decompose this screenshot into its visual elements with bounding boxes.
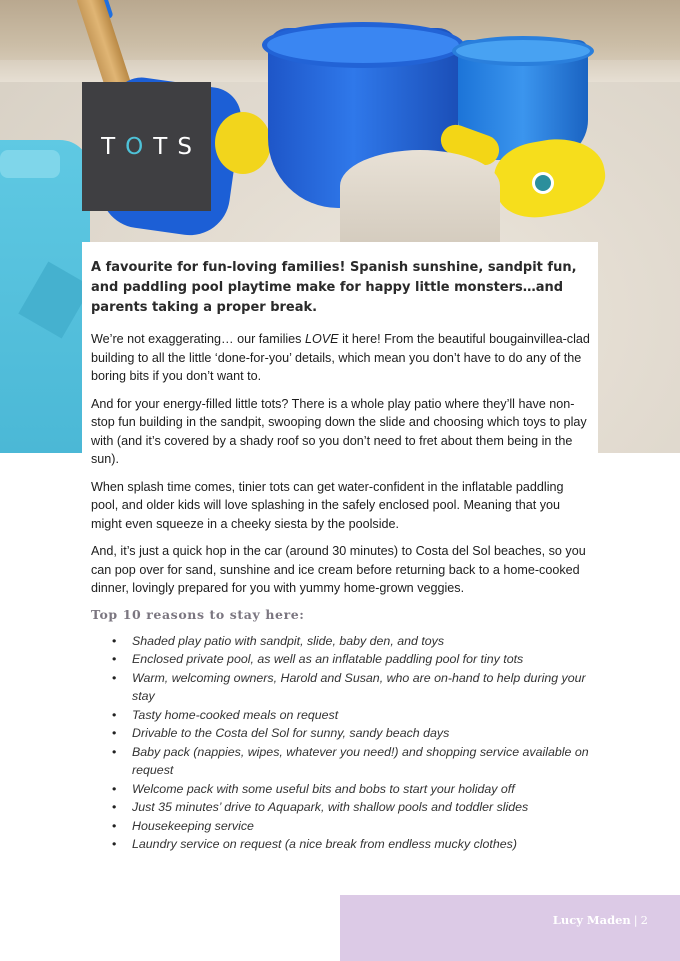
page-footer xyxy=(340,895,680,961)
intro-heading: A favourite for fun-loving families! Spanish sunshine, sandpit fun, and paddling pool playtime make for happy little monsters…and parents taking a proper break. xyxy=(91,260,577,315)
page-number: 2 xyxy=(640,913,648,927)
list-item: • Just 35 minutes’ drive to Aquapark, with shallow pools and toddler slides xyxy=(132,798,591,817)
footer-text xyxy=(553,913,648,927)
reasons-heading: Top 10 reasons to stay here: xyxy=(91,606,305,622)
list-item: • Shaded play patio with sandpit, slide, baby den, and toys xyxy=(132,632,591,651)
bullet-icon: • xyxy=(112,800,117,814)
bullet-icon: • xyxy=(112,744,117,759)
tots-logo xyxy=(82,82,211,211)
list-item: • Warm, welcoming owners, Harold and Susan, who are on-hand to help during your stay xyxy=(112,670,586,703)
reasons-list xyxy=(91,632,591,854)
bullet-icon: • xyxy=(112,837,117,851)
author-name: Lucy Maden xyxy=(552,913,631,927)
paragraph-4: And, it’s just a quick hop in the car (around 30 minutes) to Costa del Sol beaches, so you can pop over for sand, sunshine and ice cream before returning back to a home-cooked dinner, lovingly prepared for you with yummy home-grown veggies. xyxy=(91,544,586,595)
list-item: • Laundry service on request (a nice break from endless mucky clothes) xyxy=(132,835,591,854)
paragraph-3: When splash time comes, tinier tots can get water-confident in the inflatable paddling pool, and older kids will love splashing in the safely enclosed pool. Meaning that you might even squeeze in a cheeky siesta by the poolside. xyxy=(91,479,564,531)
list-item: • Drivable to the Costa del Sol for sunny, sandy beach days xyxy=(132,724,591,743)
yellow-ball-toy xyxy=(215,112,271,174)
bullet-icon: • xyxy=(112,707,117,722)
bullet-icon: • xyxy=(112,781,117,796)
paragraph-1: We’re not exaggerating… our families LOVE it here! From the beautiful bougainvillea-clad building to all the little ‘done-for-you’ details, which mean you don’t have to do any of the boring bits if you don’t want to. xyxy=(91,332,590,383)
footer-separator: | xyxy=(633,913,638,927)
list-item: • Welcome pack with some useful bits and bobs to start your holiday off xyxy=(132,780,591,799)
logo-text: TOTS xyxy=(101,133,202,160)
bullet-icon: • xyxy=(112,652,117,666)
emphasis-love: LOVE xyxy=(304,332,339,346)
list-item: • Tasty home-cooked meals on request xyxy=(132,706,591,725)
list-item: • Enclosed private pool, as well as an inflatable paddling pool for tiny tots xyxy=(132,650,591,669)
bullet-icon: • xyxy=(112,670,117,685)
list-item: • Housekeeping service xyxy=(132,817,591,836)
list-item: • Baby pack (nappies, wipes, whatever you need!) and shopping service available on request xyxy=(112,744,589,777)
paragraph-2: And for your energy-filled little tots? There is a whole play patio where they’ll have non-stop fun building in the sandpit, swooping down the slide and choosing which toys to play with (and it’s covered by a shady roof so you don’t need to fret about them being in the sun). xyxy=(91,396,587,466)
bullet-icon: • xyxy=(112,818,117,833)
bullet-icon: • xyxy=(112,633,117,648)
bullet-icon: • xyxy=(112,726,117,740)
article-body xyxy=(91,258,591,854)
